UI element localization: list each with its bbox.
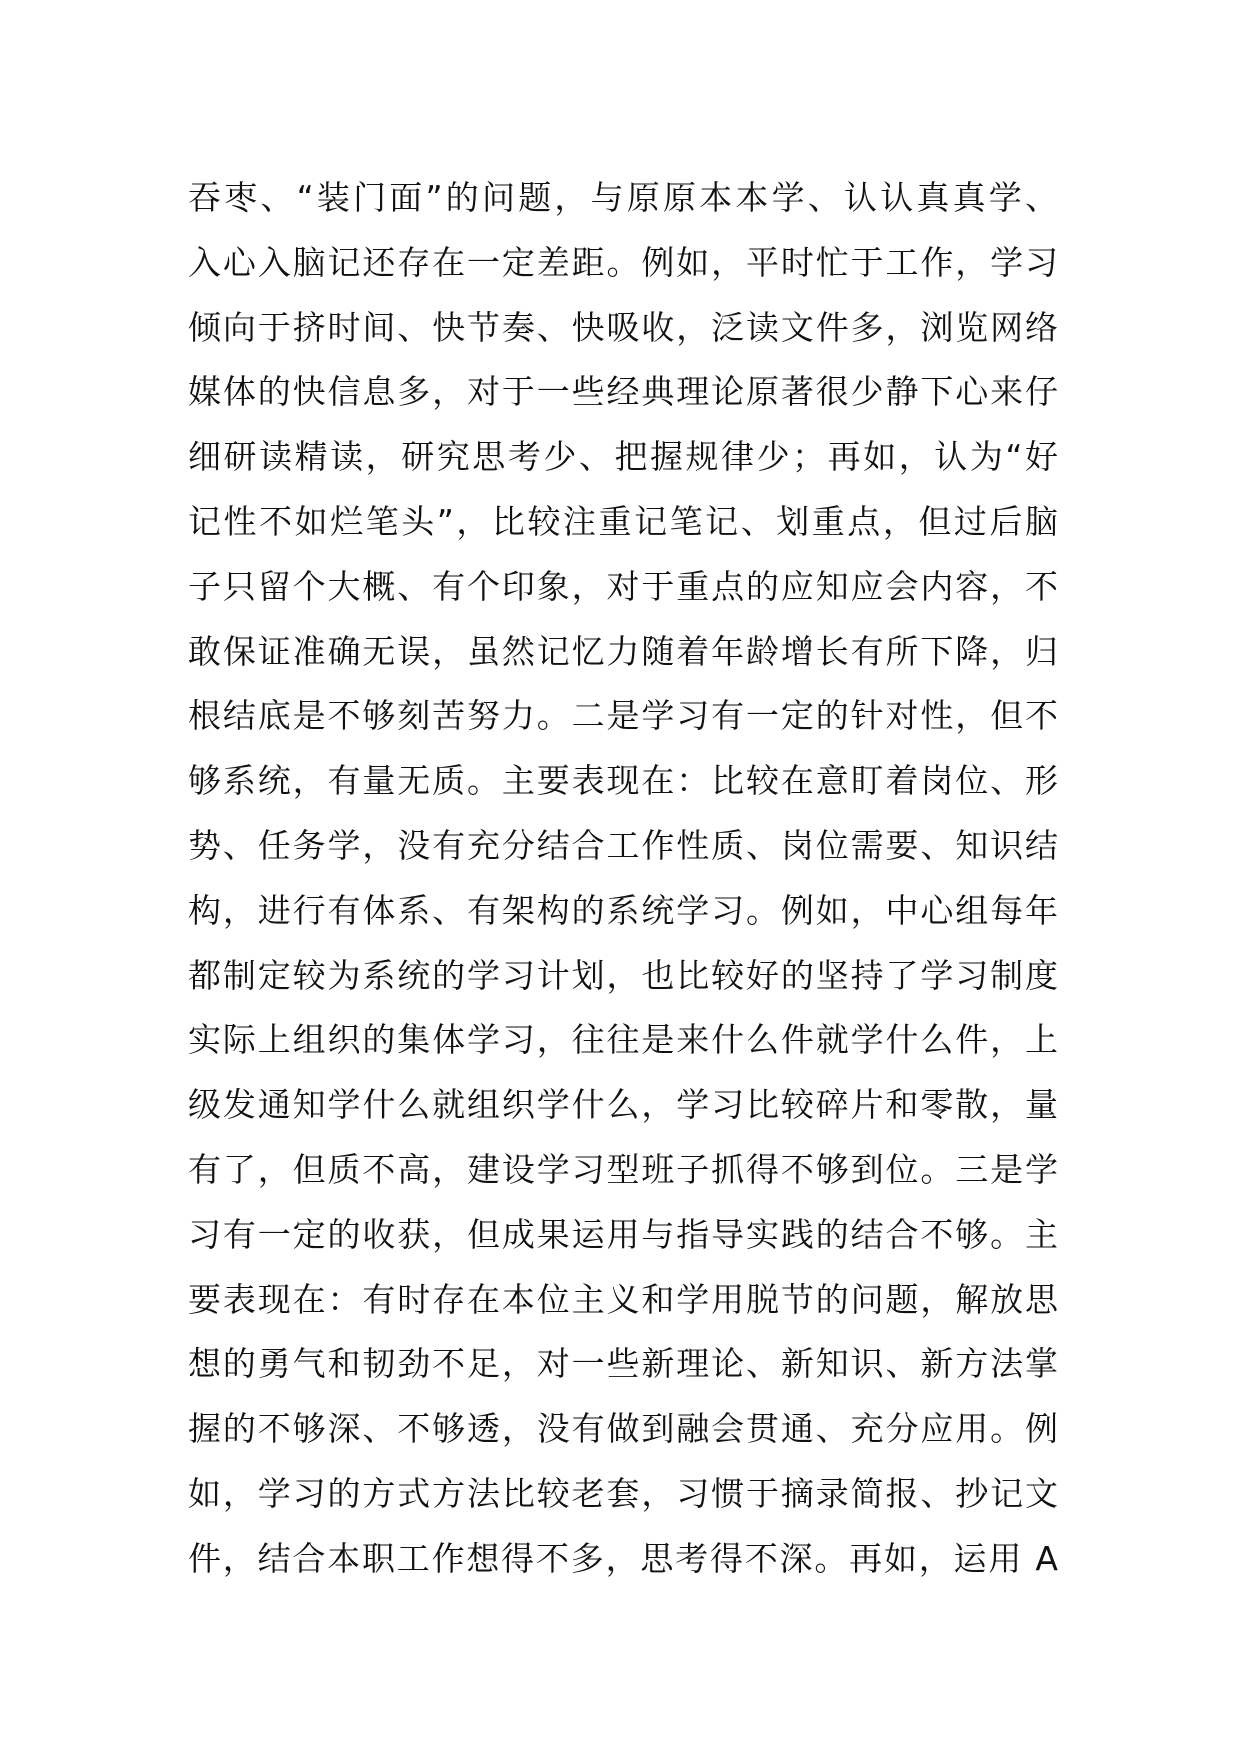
text-line: 根结底是不够刻苦努力。二是学习有一定的针对性，但不 xyxy=(188,696,1058,736)
text-line: 都制定较为系统的学习计划，也比较好的坚持了学习制度 xyxy=(188,955,1058,995)
text-line: 吞枣、“装门面”的问题，与原原本本学、认认真真学、 xyxy=(188,178,1058,217)
text-line: 实际上组织的集体学习，往往是来什么件就学什么件，上 xyxy=(188,1020,1058,1060)
body-paragraph xyxy=(188,166,1058,1592)
text-line: 想的勇气和韧劲不足，对一些新理论、新知识、新方法掌 xyxy=(188,1344,1058,1384)
text-line: 握的不够深、不够透，没有做到融会贯通、充分应用。例 xyxy=(188,1409,1058,1449)
text-line: 记性不如烂笔头”，比较注重记笔记、划重点，但过后脑 xyxy=(188,501,1058,541)
text-line: 有了，但质不高，建设学习型班子抓得不够到位。三是学 xyxy=(188,1149,1058,1189)
text-line: 要表现在：有时存在本位主义和学用脱节的问题，解放思 xyxy=(188,1279,1058,1319)
text-line: 媒体的快信息多，对于一些经典理论原著很少静下心来仔 xyxy=(188,372,1058,412)
text-line: 入心入脑记还存在一定差距。例如，平时忙于工作，学习 xyxy=(188,242,1058,282)
text-line: 倾向于挤时间、快节奏、快吸收，泛读文件多，浏览网络 xyxy=(188,307,1058,347)
text-line: 习有一定的收获，但成果运用与指导实践的结合不够。主 xyxy=(188,1214,1058,1254)
text-line: 够系统，有量无质。主要表现在：比较在意盯着岗位、形 xyxy=(188,761,1058,801)
text-line: 如，学习的方式方法比较老套，习惯于摘录简报、抄记文 xyxy=(188,1473,1058,1513)
text-line: 细研读精读，研究思考少、把握规律少；再如，认为“好 xyxy=(188,437,1058,477)
text-line: 势、任务学，没有充分结合工作性质、岗位需要、知识结 xyxy=(188,825,1058,865)
text-line: 子只留个大概、有个印象，对于重点的应知应会内容，不 xyxy=(188,566,1058,606)
text-line: 级发通知学什么就组织学什么，学习比较碎片和零散，量 xyxy=(188,1085,1058,1125)
text-line: 敢保证准确无误，虽然记忆力随着年龄增长有所下降，归 xyxy=(188,631,1058,671)
text-line: 件，结合本职工作想得不多，思考得不深。再如，运用 A xyxy=(188,1538,1058,1578)
text-line: 构，进行有体系、有架构的系统学习。例如，中心组每年 xyxy=(188,890,1058,930)
